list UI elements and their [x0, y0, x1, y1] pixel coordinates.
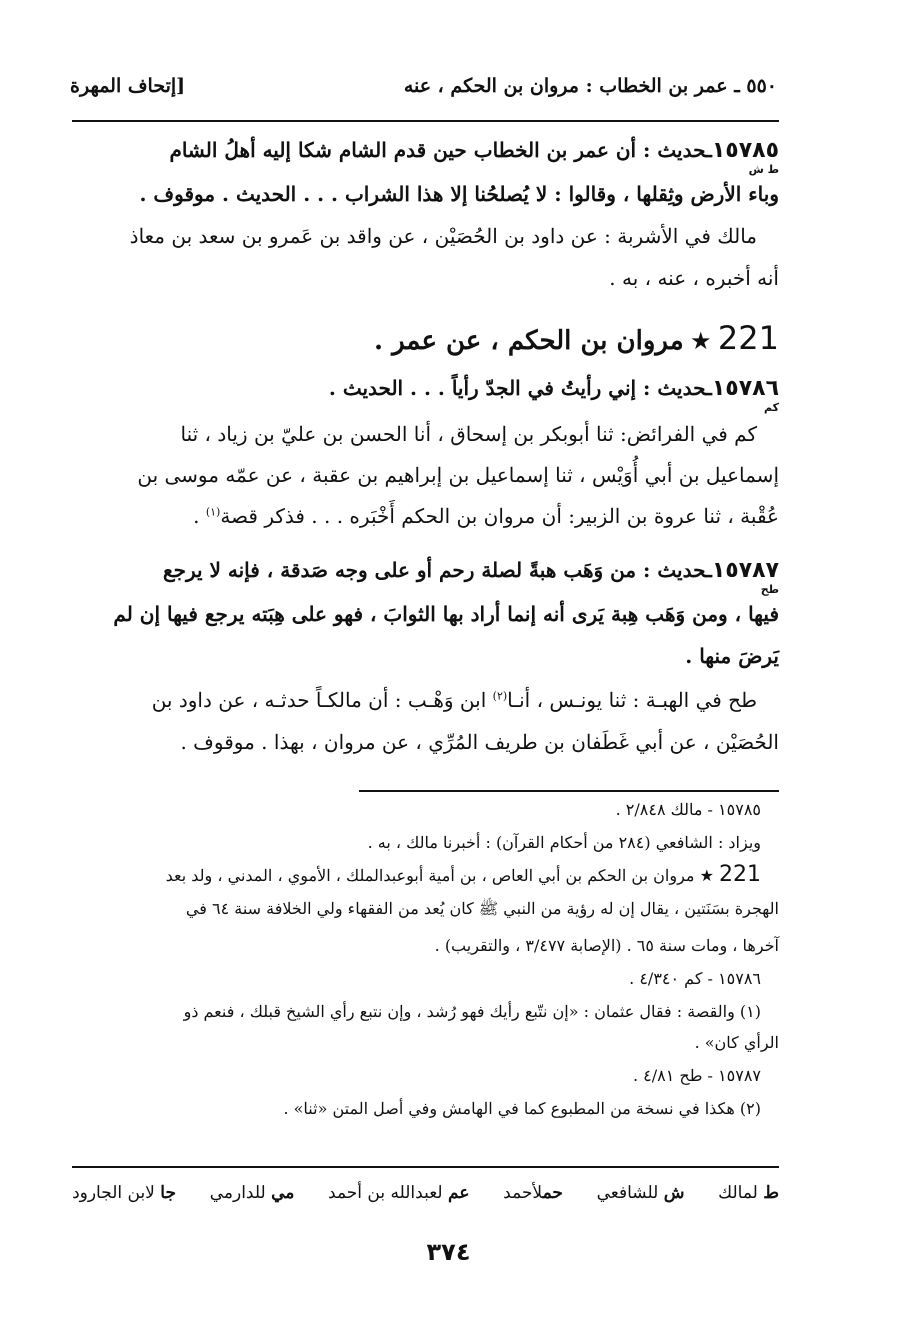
abbreviation-item	[328, 1183, 469, 1203]
isnad-text: طح في الهبـة : ثنا يونـس ، أنـا	[507, 688, 757, 712]
star-icon: ★	[699, 866, 714, 885]
footnote-line: (٢) هكذا في نسخة من المطبوع كما في الهامش وفي أصل المتن «ثنا» .	[283, 1099, 761, 1118]
abbreviation-code: عم	[448, 1183, 470, 1203]
isnad-line	[72, 690, 779, 710]
hadith-number: ١٥٧٨٧	[711, 558, 779, 583]
footnote-line: ١٥٧٨٧ - طح ٤/٨١ .	[632, 1066, 761, 1085]
abbreviation-label: لمالك	[718, 1183, 758, 1203]
abbreviation-item	[597, 1183, 685, 1203]
biography-221-heading	[72, 319, 779, 357]
hadith-text: ـحديث : إني رأيتُ في الجدّ رأياً . . . الحديث .	[328, 376, 712, 400]
biography-number: 221	[717, 319, 779, 357]
footnote-ref: (١)	[205, 505, 221, 519]
abbreviation-label: لعبدالله بن أحمد	[328, 1183, 443, 1203]
abbreviation-code: جا	[160, 1183, 176, 1203]
isnad-line: مالك في الأشربة : عن داود بن الحُصَيْن ، عن واقد بن عَمرو بن سعد بن معاذ	[129, 224, 757, 248]
footnotes	[72, 800, 779, 1118]
abbreviation-item	[210, 1183, 295, 1203]
abbreviation-label: لابن الجارود	[72, 1183, 155, 1203]
abbreviation-code: ط	[763, 1183, 779, 1203]
footnote-line: ١٥٧٨٥ - مالك ٢/٨٤٨ .	[615, 800, 761, 819]
isnad-text: عُقْبة ، ثنا عروة بن الزبير: أن مروان بن الحكم أَخْبَره . . . فذكر قصة	[220, 504, 779, 528]
hadith-15787-line2: فيها ، ومن وَهَب هِبة يَرى أنه إنما أراد بها الثوابَ ، فهو على هِبَته يرجع فيها إن لم	[113, 602, 779, 626]
hadith-15786	[72, 378, 779, 526]
running-header-book: [إتحاف المهرة	[70, 75, 186, 97]
abbreviation-code: حم	[542, 1183, 563, 1203]
footnote-rule	[359, 790, 779, 792]
source-sigla: ط ش	[748, 163, 779, 176]
star-icon: ★	[690, 327, 712, 355]
isnad-line: عُقْبة ، ثنا عروة بن الزبير: أن مروان بن الحكم أَخْبَره . . . فذكر قصة$^{(١)}$ .	[193, 504, 779, 528]
footnote-line: ١٥٧٨٦ - كم ٤/٣٤٠ .	[629, 969, 761, 988]
abbreviation-label: للشافعي	[596, 1183, 659, 1203]
header-rule	[72, 120, 779, 122]
hadith-number: ١٥٧٨٥	[711, 138, 779, 163]
isnad-line: أنه أخبره ، عنه ، به .	[609, 266, 779, 290]
footnote-line: ويزاد : الشافعي (٢٨٤ من أحكام القرآن) : أخبرنا مالك ، به .	[367, 833, 761, 852]
abbreviation-key	[72, 1183, 779, 1203]
hadith-15785	[72, 140, 779, 288]
hadith-15786-line1	[72, 376, 779, 414]
abbreviation-item	[503, 1183, 563, 1203]
abbreviation-item	[72, 1183, 176, 1203]
hadith-text: ـحديث : من وَهَب هبةً لصلة رحم أو على وجه صَدقة ، فإنه لا يرجع	[162, 558, 712, 582]
abbreviation-label: لأحمد	[503, 1183, 543, 1203]
hadith-15785-line1	[72, 138, 779, 176]
page-number: ٣٧٤	[426, 1238, 471, 1266]
abbreviation-item	[718, 1183, 779, 1203]
abbreviation-label: للدارمي	[209, 1183, 266, 1203]
abbreviation-code: مي	[271, 1183, 295, 1203]
abbreviations-rule	[72, 1166, 779, 1168]
hadith-number: ١٥٧٨٦	[711, 376, 779, 401]
hadith-15787	[72, 560, 779, 752]
hadith-15787-line3: يَرضَ منها .	[685, 644, 779, 668]
source-sigla: كم	[763, 401, 779, 414]
isnad-line: كم في الفرائض: ثنا أبوبكر بن إسحاق ، أنا الحسن بن عليّ بن زياد ، ثنا	[180, 422, 757, 446]
source-sigla: طح	[760, 583, 779, 596]
isnad-line: إسماعيل بن أبي أُوَيْس ، ثنا إسماعيل بن إبراهيم بن عقبة ، عن عمّه موسى بن	[137, 463, 779, 487]
abbreviation-code: ش	[663, 1183, 685, 1203]
biography-title: مروان بن الحكم ، عن عمر .	[373, 326, 684, 356]
hadith-15785-line2: وباء الأرض وثِقلها ، وقالوا : لا يُصلحُنا إلا هذا الشراب . . . الحديث . موقوف .	[139, 182, 779, 206]
footnote-ref: (٢)	[492, 689, 508, 703]
hadith-text: ـحديث : أن عمر بن الخطاب حين قدم الشام شكا إليه أهلُ الشام	[169, 138, 712, 162]
biography-number: 221	[719, 862, 761, 887]
footnote-line: الهجرة بسَنَتين ، يقال إن له رؤية من النبي ﷺ كان يُعد من الفقهاء ولي الخلافة سنة ٦٤ في	[185, 899, 779, 918]
footnote-line: آخرها ، ومات سنة ٦٥ . (الإصابة ٣/٤٧٧ ، والتقريب) .	[434, 936, 779, 955]
isnad-line: الحُصَيْن ، عن أبي غَطَفان بن طريف المُرِّي ، عن مروان ، بهذا . موقوف .	[180, 730, 779, 754]
footnote-line: (١) والقصة : فقال عثمان : «إن نتّبع رأيك فهو رُشد ، وإن نتبع رأي الشيخ قبلك ، فنعم ذو	[183, 1002, 761, 1021]
running-header-title: ٥٥٠ ـ عمر بن الخطاب : مروان بن الحكم ، عنه	[403, 75, 777, 97]
hadith-15787-line1	[72, 558, 779, 596]
footnote-line	[72, 862, 779, 887]
isnad-text: ابن وَهْـب : أن مالكـاً حدثـه ، عن داود بن	[151, 688, 487, 712]
footnote-line: الرأي كان» .	[694, 1033, 779, 1052]
footnote-text: مروان بن الحكم بن أبي العاص ، بن أمية أبوعبدالملك ، الأموي ، المدني ، ولد بعد	[165, 866, 695, 885]
